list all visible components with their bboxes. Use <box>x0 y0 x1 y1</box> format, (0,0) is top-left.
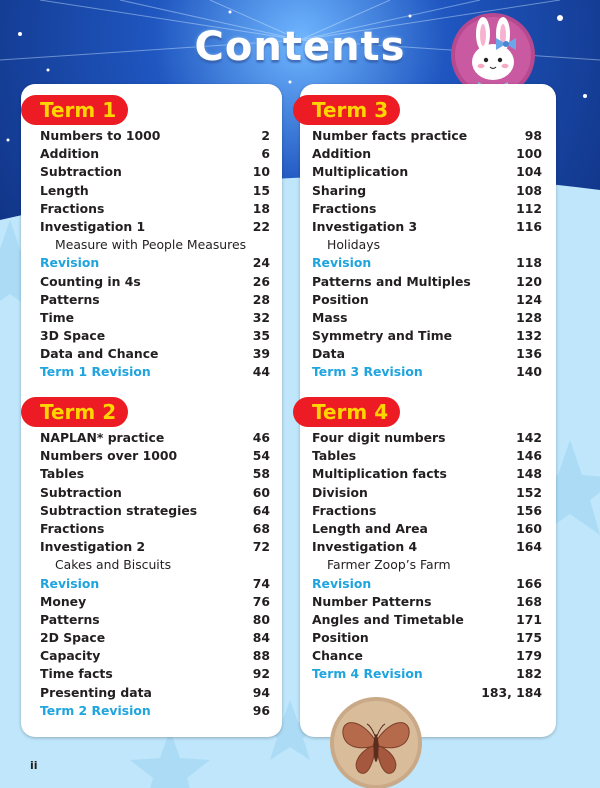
entry-title: Investigation 4 <box>312 539 418 555</box>
toc-entry <box>312 429 542 447</box>
entry-title: Farmer Zoop’s Farm <box>327 557 451 573</box>
term-2-heading: Term 2 <box>21 397 128 427</box>
entry-page: 46 <box>252 430 270 445</box>
toc-entry <box>312 538 542 556</box>
toc-revision-entry <box>40 575 270 593</box>
entry-title: Length and Area <box>312 520 428 536</box>
entry-page: 118 <box>516 255 542 271</box>
toc-entry <box>312 629 542 647</box>
entry-page: 182 <box>516 666 542 682</box>
entry-title: Time <box>40 309 75 325</box>
entry-page: 58 <box>252 466 270 482</box>
toc-entry <box>312 520 542 538</box>
term-1-heading: Term 1 <box>21 95 128 125</box>
entry-title: Revision <box>312 575 372 591</box>
entry-page: 74 <box>252 575 270 591</box>
toc-entry <box>40 345 270 363</box>
entry-page: 116 <box>516 218 542 234</box>
entry-page: 175 <box>516 630 542 646</box>
term-4-list <box>312 429 542 702</box>
toc-entry <box>312 593 542 611</box>
entry-title: Numbers over 1000 <box>40 448 178 464</box>
toc-entry <box>40 182 270 200</box>
toc-entry <box>40 484 270 502</box>
entry-title: Revision <box>312 255 372 271</box>
toc-entry <box>312 484 542 502</box>
entry-page: 148 <box>516 466 542 482</box>
toc-revision-entry <box>40 363 270 381</box>
entry-page: 88 <box>252 648 270 664</box>
entry-page: 166 <box>516 575 542 591</box>
entry-title: Fractions <box>312 502 377 518</box>
toc-subentry <box>312 556 542 574</box>
entry-page: 171 <box>516 611 542 627</box>
entry-page: 140 <box>516 364 542 380</box>
toc-entry <box>40 218 270 236</box>
entry-title: Investigation 1 <box>40 218 146 234</box>
toc-entry <box>312 273 542 291</box>
toc-entry <box>312 163 542 181</box>
toc-entry <box>40 684 270 702</box>
toc-entry <box>40 273 270 291</box>
entry-page: 60 <box>252 484 270 500</box>
entry-title: Holidays <box>327 237 381 253</box>
entry-page: 120 <box>516 273 542 289</box>
entry-page: 92 <box>252 666 270 682</box>
entry-title: Multiplication facts <box>312 466 447 482</box>
entry-page: 183, 184 <box>481 684 542 700</box>
term-3-list <box>312 127 542 382</box>
entry-page: 112 <box>516 200 542 216</box>
entry-title: NAPLAN* practice <box>40 430 165 445</box>
entry-page: 104 <box>516 164 542 180</box>
entry-title: Subtraction <box>40 484 122 500</box>
entry-page: 179 <box>516 648 542 664</box>
entry-page: 22 <box>252 218 270 234</box>
toc-entry <box>312 127 542 145</box>
entry-title: Term 2 Revision <box>40 702 151 718</box>
entry-page: 168 <box>516 593 542 609</box>
entry-title: Fractions <box>40 520 105 536</box>
toc-entry <box>40 291 270 309</box>
entry-page: 142 <box>516 430 542 445</box>
toc-entry <box>40 309 270 327</box>
toc-entry <box>312 182 542 200</box>
entry-page: 160 <box>516 520 542 536</box>
toc-entry <box>40 465 270 483</box>
toc-subentry <box>312 236 542 254</box>
toc-entry <box>312 345 542 363</box>
entry-title: Term 4 Revision <box>312 666 423 682</box>
entry-title: Investigation 2 <box>40 539 146 555</box>
entry-title: Term 1 Revision <box>40 364 151 380</box>
entry-page: 136 <box>516 346 542 362</box>
toc-entry <box>312 145 542 163</box>
entry-title: Subtraction <box>40 164 122 180</box>
entry-title: Time facts <box>40 666 113 682</box>
toc-entry <box>40 611 270 629</box>
entry-page: 35 <box>252 328 270 344</box>
entry-title: Fractions <box>312 200 377 216</box>
toc-revision-entry <box>312 575 542 593</box>
entry-title: Measure with People Measures <box>55 237 247 253</box>
toc-entry <box>40 520 270 538</box>
entry-title: Presenting data <box>40 684 152 700</box>
entry-page: 2 <box>261 128 270 143</box>
toc-entry <box>40 538 270 556</box>
toc-subentry <box>40 556 270 574</box>
toc-entry <box>312 447 542 465</box>
entry-page: 98 <box>524 128 542 143</box>
entry-title: Tables <box>40 466 85 482</box>
entry-page: 24 <box>252 255 270 271</box>
entry-title: Investigation 3 <box>312 218 418 234</box>
page-title: Contents <box>194 24 406 70</box>
entry-title: Patterns and Multiples <box>312 273 471 289</box>
toc-revision-entry <box>312 254 542 272</box>
entry-page: 64 <box>252 502 270 518</box>
toc-revision-entry <box>40 702 270 720</box>
entry-title: 3D Space <box>40 328 106 344</box>
entry-page: 39 <box>252 346 270 362</box>
entry-page: 124 <box>516 291 542 307</box>
entry-title: Position <box>312 291 369 307</box>
toc-entry <box>40 145 270 163</box>
toc-entry <box>40 200 270 218</box>
entry-title: Subtraction strategies <box>40 502 198 518</box>
term-2-list <box>40 429 270 720</box>
toc-entry <box>40 502 270 520</box>
entry-title: Fractions <box>40 200 105 216</box>
entry-page: 84 <box>252 630 270 646</box>
entry-title: Length <box>40 182 89 198</box>
entry-title: Cakes and Biscuits <box>55 557 172 573</box>
entry-page: 26 <box>252 273 270 289</box>
toc-revision-entry <box>312 665 542 683</box>
entry-title: Counting in 4s <box>40 273 141 289</box>
entry-page: 76 <box>252 593 270 609</box>
entry-title: Patterns <box>40 611 100 627</box>
entry-page: 32 <box>252 309 270 325</box>
entry-title: Position <box>312 630 369 646</box>
entry-page: 108 <box>516 182 542 198</box>
toc-entry <box>40 127 270 145</box>
entry-page: 164 <box>516 539 542 555</box>
entry-page: 100 <box>516 146 542 162</box>
entry-title: Capacity <box>40 648 101 664</box>
toc-entry <box>312 611 542 629</box>
entry-title: Patterns <box>40 291 100 307</box>
entry-title: Term 3 Revision <box>312 364 423 380</box>
entry-title: Number facts practice <box>312 128 468 143</box>
toc-entry <box>40 665 270 683</box>
butterfly-icon <box>327 694 425 788</box>
entry-title: Angles and Timetable <box>312 611 464 627</box>
entry-title: Data <box>312 346 345 362</box>
toc-entry <box>312 291 542 309</box>
entry-page: 54 <box>252 448 270 464</box>
entry-title: Multiplication <box>312 164 409 180</box>
entry-title: 2D Space <box>40 630 106 646</box>
toc-entry <box>312 218 542 236</box>
entry-page: 18 <box>252 200 270 216</box>
entry-title: Division <box>312 484 368 500</box>
entry-page: 152 <box>516 484 542 500</box>
entry-page: 146 <box>516 448 542 464</box>
entry-title: Addition <box>312 146 372 162</box>
toc-entry <box>312 327 542 345</box>
entry-page: 80 <box>252 611 270 627</box>
entry-title: Sharing <box>312 182 367 198</box>
toc-entry <box>40 429 270 447</box>
term-3-heading: Term 3 <box>293 95 400 125</box>
entry-title: Mass <box>312 309 348 325</box>
entry-title: Four digit numbers <box>312 430 446 445</box>
entry-title: Money <box>40 593 87 609</box>
entry-page: 94 <box>252 684 270 700</box>
term-4-heading: Term 4 <box>293 397 400 427</box>
entry-title: Addition <box>40 146 100 162</box>
toc-entry <box>40 327 270 345</box>
entry-page: 68 <box>252 520 270 536</box>
toc-subentry <box>40 236 270 254</box>
toc-revision-entry <box>312 363 542 381</box>
toc-entry <box>40 593 270 611</box>
toc-entry <box>312 502 542 520</box>
entry-title: Symmetry and Time <box>312 328 453 344</box>
toc-entry <box>40 647 270 665</box>
entry-page: 72 <box>252 539 270 555</box>
entry-page: 132 <box>516 328 542 344</box>
entry-page: 6 <box>261 146 270 162</box>
toc-entry <box>40 163 270 181</box>
entry-page: 44 <box>252 364 270 380</box>
entry-page: 15 <box>252 182 270 198</box>
term-1-list <box>40 127 270 382</box>
toc-revision-entry <box>40 254 270 272</box>
entry-page: 156 <box>516 502 542 518</box>
toc-entry <box>312 465 542 483</box>
entry-page: 10 <box>252 164 270 180</box>
entry-title: Revision <box>40 575 100 591</box>
entry-page: 128 <box>516 309 542 325</box>
entry-page: 96 <box>252 702 270 718</box>
toc-entry <box>40 629 270 647</box>
entry-title: Revision <box>40 255 100 271</box>
entry-title: Chance <box>312 648 363 664</box>
entry-title: Number Patterns <box>312 593 432 609</box>
toc-entry <box>312 309 542 327</box>
toc-entry <box>312 200 542 218</box>
entry-title: Numbers to 1000 <box>40 128 161 143</box>
entry-title: Data and Chance <box>40 346 159 362</box>
entry-page: 28 <box>252 291 270 307</box>
toc-entry <box>312 647 542 665</box>
toc-entry <box>40 447 270 465</box>
entry-title: Tables <box>312 448 357 464</box>
page-number: ii <box>30 759 38 772</box>
